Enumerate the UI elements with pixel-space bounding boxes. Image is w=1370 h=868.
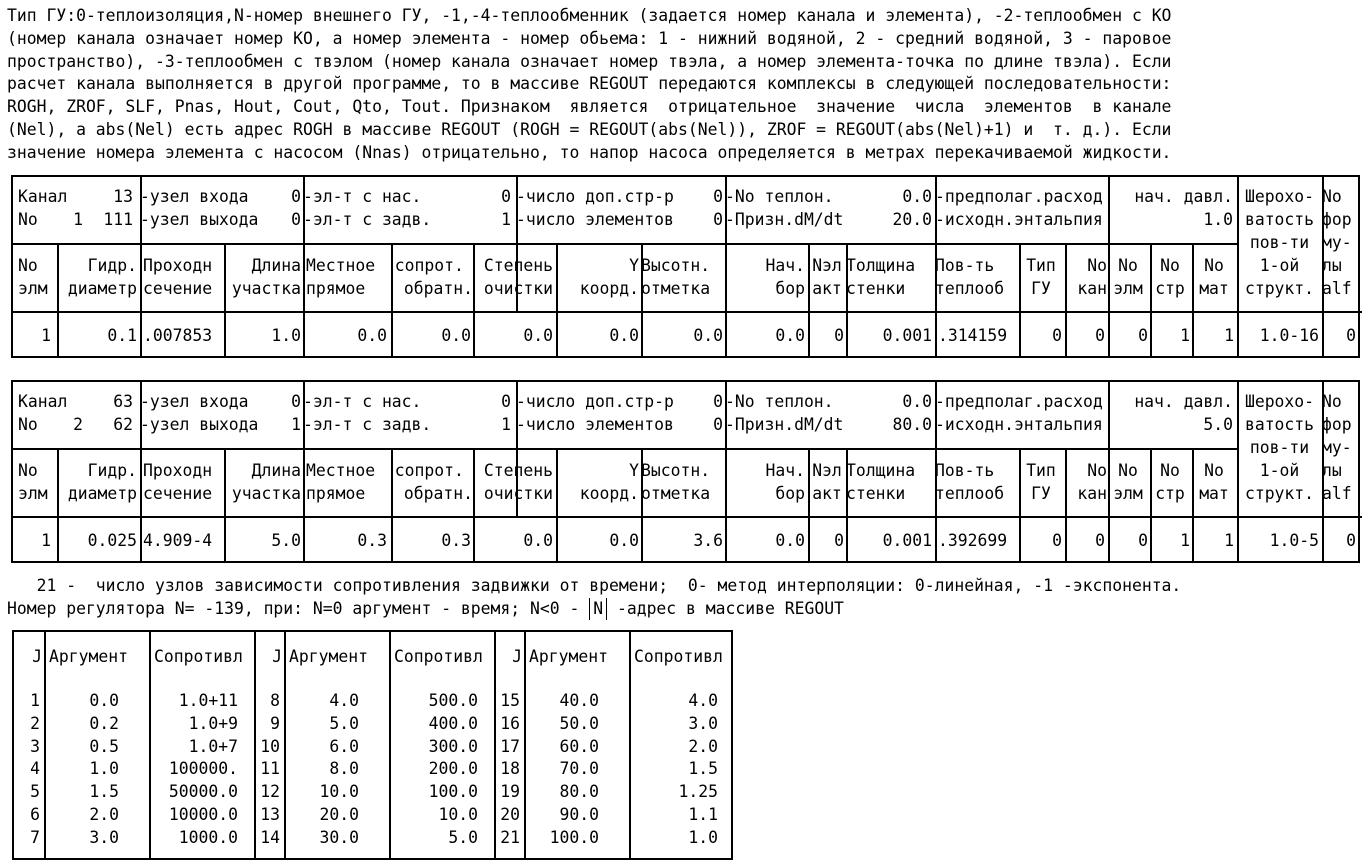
col-flow-area: сечение — [143, 484, 213, 503]
data-cell: 0.001 — [882, 326, 932, 345]
valve-row-argument: 6.0 — [329, 736, 359, 756]
valve-row-j: 14 — [260, 827, 280, 847]
pump-element-value: 0 — [501, 392, 511, 411]
data-cell: 1 — [1224, 531, 1234, 550]
col-no-material: мат — [1199, 484, 1229, 503]
valve-row-j: 1 — [30, 691, 40, 710]
data-cell: .314159 — [938, 326, 1008, 345]
regulator-note-text: Номер регулятора N= -139, при: N=0 аргумент - время; N<0 - — [7, 599, 590, 618]
col-hydraulic-diameter: диаметр — [67, 279, 137, 298]
roughness-header: ватость — [1244, 210, 1315, 229]
col-wall-thickness: Толщина — [846, 256, 916, 275]
column-divider — [140, 516, 142, 563]
col-no-element: No — [18, 256, 38, 275]
valve-row-argument: 20.0 — [319, 805, 359, 824]
add-struct-value: 0 — [713, 187, 723, 206]
data-cell: 0.0 — [609, 531, 639, 550]
data-cell: 0.0 — [693, 326, 723, 345]
add-struct-value: 0 — [713, 392, 723, 411]
data-cell: 0.3 — [357, 531, 387, 550]
valve-row-resistance: 200.0 — [428, 759, 478, 779]
col-heat-surface: теплооб — [935, 279, 1005, 298]
data-cell: 0.025 — [87, 531, 137, 550]
col-reverse: обратн. — [403, 279, 473, 298]
col-no-element: No — [18, 461, 38, 480]
valve-row-resistance: 10.0 — [438, 805, 478, 824]
valve-row-resistance: 1.0+11 — [178, 691, 238, 710]
column-divider — [44, 632, 46, 858]
valve-row-argument: 50.0 — [559, 713, 599, 733]
valve-row-argument: 0.0 — [89, 691, 119, 710]
col-init-boron: Нач. — [765, 256, 805, 275]
col-no-struct: No — [1160, 256, 1180, 275]
data-cell: 0 — [1052, 326, 1062, 345]
valve-row-j: 7 — [30, 827, 40, 847]
roughness-header: Шерохо- — [1244, 187, 1315, 206]
col-height-mark: Высотн. — [641, 256, 711, 275]
valve-row-j: 5 — [30, 782, 40, 802]
col-no-struct: стр — [1155, 279, 1185, 298]
heat-carrier-no-value: 0.0 — [902, 392, 932, 411]
valve-row-j: 8 — [270, 691, 280, 710]
col-direct: прямое — [306, 484, 366, 503]
column-divider — [389, 632, 391, 858]
valve-row-resistance: 400.0 — [428, 713, 478, 733]
col-no-element-2: No — [1118, 256, 1138, 275]
channel-no-value: 2 — [73, 415, 83, 434]
valve-row-argument: 40.0 — [559, 691, 599, 710]
valve-header-resistance: Сопротивл — [154, 647, 243, 666]
col-no-element-2: элм — [1113, 484, 1143, 503]
outlet-node-value: 0 — [291, 210, 301, 229]
valve-row-resistance: 4.0 — [688, 691, 718, 710]
valve-header-j: J — [32, 647, 42, 666]
valve-header-argument: Аргумент — [289, 647, 368, 666]
valve-row-argument: 5.0 — [329, 713, 359, 733]
column-divider — [140, 243, 142, 311]
valve-table-grid — [12, 630, 733, 860]
roughness-header: структ. — [1244, 484, 1315, 503]
data-cell: 0 — [834, 326, 844, 345]
data-cell: .007853 — [143, 326, 213, 345]
valve-row-argument: 0.2 — [89, 713, 119, 733]
valve-header-argument: Аргумент — [49, 647, 128, 666]
valve-row-argument: 1.0 — [89, 759, 119, 779]
num-elements-value: 0 — [713, 415, 723, 434]
valve-row-argument: 0.5 — [89, 736, 119, 756]
data-cell: 0.0 — [775, 531, 805, 550]
col-hydraulic-diameter: Гидр. — [87, 461, 137, 480]
channel-inlet-value: 62 — [113, 415, 133, 434]
col-length: участка — [231, 484, 301, 503]
initial-pressure-label: нач. давл. — [1134, 392, 1233, 411]
column-divider — [935, 311, 937, 358]
col-purity: очистки — [483, 279, 553, 298]
intro-line: пространство), -3-теплообмен с твэлом (номер канала означает номер твэла, а номер элемента-точка по длине твэла). Если — [7, 51, 1172, 71]
formula-header: лы — [1322, 256, 1342, 275]
data-cell: 0 — [1346, 326, 1356, 345]
outlet-node-label: -узел выхода — [140, 415, 259, 434]
valve-header-resistance: Сопротивл — [394, 647, 483, 666]
valve-header-resistance: Сопротивл — [634, 647, 723, 666]
col-n-active: Nэл — [812, 256, 842, 275]
valve-row-resistance: 100.0 — [428, 782, 478, 802]
valve-row-j: 19 — [500, 782, 520, 802]
col-reverse: обратн. — [403, 484, 473, 503]
abs-n-symbol: N — [589, 598, 607, 620]
column-divider — [629, 632, 631, 858]
formula-header: No — [1322, 187, 1342, 206]
col-y-coord: коорд. — [579, 484, 639, 503]
valve-row-resistance: 1000.0 — [178, 827, 238, 847]
row-divider — [13, 243, 1237, 245]
initial-pressure-value: 5.0 — [1203, 415, 1233, 434]
initial-pressure-label: нач. давл. — [1134, 187, 1233, 206]
data-cell: 0 — [1346, 531, 1356, 550]
data-cell: 0 — [1138, 326, 1148, 345]
valve-row-argument: 70.0 — [559, 759, 599, 779]
expected-flow-label: -предполаг.расход — [935, 392, 1103, 411]
data-cell: 4.909-4 — [143, 531, 213, 550]
column-divider — [303, 243, 305, 311]
valve-row-resistance: 1.0+7 — [188, 736, 238, 756]
outlet-node-value: 1 — [291, 415, 301, 434]
column-divider — [284, 632, 286, 858]
col-no-channel: No — [1087, 256, 1107, 275]
col-n-active: Nэл — [812, 461, 842, 480]
valve-row-argument: 60.0 — [559, 736, 599, 756]
column-divider — [149, 632, 151, 858]
col-heat-surface: теплооб — [935, 484, 1005, 503]
data-cell: 0.0 — [357, 326, 387, 345]
valve-row-resistance: 2.0 — [688, 736, 718, 756]
valve-row-resistance: 3.0 — [688, 713, 718, 733]
initial-pressure-value: 1.0 — [1203, 210, 1233, 229]
valve-row-j: 12 — [260, 782, 280, 802]
channel-table — [11, 175, 1360, 358]
intro-line: (номер канала означает номер КО, а номер элемента - номер обьема: 1 - нижний водяной, 2 - средний водяной, 3 - паровое — [7, 28, 1172, 48]
formula-header: alf — [1322, 279, 1352, 298]
intro-paragraph — [7, 5, 1367, 165]
col-no-element: элм — [18, 279, 48, 298]
col-no-channel: кан — [1077, 484, 1107, 503]
valve-row-j: 4 — [30, 759, 40, 779]
pump-element-label: -эл-т с нас. — [303, 392, 422, 411]
data-cell: 0 — [834, 531, 844, 550]
roughness-header: пов-ти — [1249, 438, 1310, 457]
valve-row-argument: 4.0 — [329, 691, 359, 710]
valve-row-argument: 80.0 — [559, 782, 599, 802]
col-wall-thickness: стенки — [846, 484, 906, 503]
column-divider — [935, 516, 937, 563]
pump-element-label: -эл-т с нас. — [303, 187, 422, 206]
formula-header: фор — [1322, 210, 1352, 229]
data-cell: 0.0 — [441, 326, 471, 345]
valve-row-resistance: 1.5 — [688, 759, 718, 779]
valve-row-argument: 3.0 — [89, 827, 119, 847]
column-divider — [140, 311, 142, 358]
heat-carrier-no-label: -No теплон. — [725, 187, 834, 206]
data-cell: .392699 — [938, 531, 1008, 550]
num-elements-label: -число элементов — [516, 415, 674, 434]
valve-element-label: -эл-т с задв. — [303, 210, 432, 229]
data-cell: 1 — [1224, 326, 1234, 345]
col-purity: Степень — [483, 256, 553, 275]
valve-row-resistance: 100000. — [168, 759, 238, 779]
valve-header-j: J — [512, 647, 522, 666]
dm-dt-sign-value: 20.0 — [892, 210, 932, 229]
roughness-header: 1-ой — [1259, 256, 1300, 275]
data-cell: 0.0 — [523, 531, 553, 550]
data-cell: 1.0-16 — [1259, 326, 1319, 345]
formula-header: фор — [1322, 415, 1352, 434]
valve-row-resistance: 50000.0 — [168, 782, 238, 802]
valve-row-j: 21 — [500, 827, 520, 847]
channel-inlet-value: 111 — [103, 210, 133, 229]
col-init-boron: бор — [775, 484, 805, 503]
intro-line: Тип ГУ:0-теплоизоляция,N-номер внешнего ГУ, -1,-4-теплообменник (задается номер канала и элемента), -2-теплообмен с КО — [7, 6, 1172, 25]
valve-element-label: -эл-т с задв. — [303, 415, 432, 434]
valve-row-argument: 10.0 — [319, 782, 359, 802]
data-cell: 0.0 — [609, 326, 639, 345]
col-hydraulic-diameter: диаметр — [67, 484, 137, 503]
data-cell: 0 — [1095, 531, 1105, 550]
roughness-header: 1-ой — [1259, 461, 1300, 480]
add-struct-label: -число доп.стр-р — [516, 187, 674, 206]
valve-element-value: 1 — [501, 415, 511, 434]
valve-row-j: 2 — [30, 713, 40, 733]
col-local-resistance: Местное сопрот. — [306, 461, 464, 480]
col-flow-area: сечение — [143, 279, 213, 298]
outlet-node-label: -узел выхода — [140, 210, 259, 229]
col-init-boron: бор — [775, 279, 805, 298]
col-y-coord: Y — [629, 461, 639, 480]
row-divider — [13, 448, 1237, 450]
col-bc-type: Тип — [1026, 256, 1056, 275]
valve-row-resistance: 1.0+9 — [188, 713, 238, 733]
row-divider — [13, 516, 1362, 518]
col-n-active: акт — [812, 484, 842, 503]
col-no-struct: No — [1160, 461, 1180, 480]
col-init-boron: Нач. — [765, 461, 805, 480]
num-elements-value: 0 — [713, 210, 723, 229]
channel-no-label: No — [18, 415, 38, 434]
data-cell: 0.0 — [523, 326, 553, 345]
formula-header: alf — [1322, 484, 1352, 503]
data-cell: 0.3 — [441, 531, 471, 550]
valve-row-j: 16 — [500, 713, 520, 733]
inlet-node-label: -узел входа — [140, 187, 249, 206]
col-length: участка — [231, 279, 301, 298]
col-no-element: элм — [18, 484, 48, 503]
pump-element-value: 0 — [501, 187, 511, 206]
inlet-node-label: -узел входа — [140, 392, 249, 411]
roughness-header: структ. — [1244, 279, 1315, 298]
valve-row-resistance: 1.1 — [688, 805, 718, 824]
col-heat-surface: Пов-ть — [935, 461, 995, 480]
roughness-header: Шерохо- — [1244, 392, 1315, 411]
add-struct-label: -число доп.стр-р — [516, 392, 674, 411]
formula-header: му- — [1322, 233, 1352, 252]
initial-enthalpy-label: -исходн.энтальпия — [935, 415, 1103, 434]
valve-row-j: 11 — [260, 759, 280, 779]
col-bc-type: ГУ — [1031, 279, 1051, 298]
roughness-header: ватость — [1244, 415, 1315, 434]
valve-row-j: 15 — [500, 691, 520, 710]
valve-row-resistance: 500.0 — [428, 691, 478, 710]
col-no-channel: No — [1087, 461, 1107, 480]
valve-element-value: 1 — [501, 210, 511, 229]
col-hydraulic-diameter: Гидр. — [87, 256, 137, 275]
channel-value: 63 — [113, 392, 133, 411]
data-cell: 0 — [1138, 531, 1148, 550]
intro-line: расчет канала выполняется в другой программе, то в массиве REGOUT передаются комплексы в следующей последовательности: — [7, 74, 1172, 94]
valve-row-resistance: 300.0 — [428, 736, 478, 756]
data-cell: 1 — [1180, 531, 1190, 550]
col-no-element-2: No — [1118, 461, 1138, 480]
col-bc-type: Тип — [1026, 461, 1056, 480]
col-no-material: No — [1204, 256, 1224, 275]
col-flow-area: Проходн — [143, 461, 213, 480]
valve-header-argument: Аргумент — [529, 647, 608, 666]
col-direct: прямое — [306, 279, 366, 298]
formula-header: No — [1322, 392, 1342, 411]
col-height-mark: отметка — [641, 279, 711, 298]
valve-note-line1: 21 - число узлов зависимости сопротивления задвижки от времени; 0- метод интерполяции: 0-линейная, -1 -экспонента. — [7, 576, 1182, 595]
col-no-channel: кан — [1077, 279, 1107, 298]
col-flow-area: Проходн — [143, 256, 213, 275]
channel-table — [11, 380, 1360, 563]
intro-line: значение номера элемента с насосом (Nnas) отрицательно, то напор насоса определяется в метрах перекачиваемой жидкости. — [7, 142, 1172, 162]
dm-dt-sign-value: 80.0 — [892, 415, 932, 434]
valve-row-argument: 30.0 — [319, 827, 359, 847]
data-cell: 1 — [41, 326, 51, 345]
valve-row-argument: 1.5 — [89, 782, 119, 802]
data-cell: 1.0-5 — [1269, 531, 1319, 550]
col-y-coord: коорд. — [579, 279, 639, 298]
channel-label: Канал — [18, 392, 68, 411]
valve-row-argument: 100.0 — [549, 827, 599, 847]
col-heat-surface: Пов-ть — [935, 256, 995, 275]
valve-row-j: 3 — [30, 736, 40, 756]
col-y-coord: Y — [629, 256, 639, 275]
col-no-element-2: элм — [1113, 279, 1143, 298]
heat-carrier-no-label: -No теплон. — [725, 392, 834, 411]
data-cell: 0.001 — [882, 531, 932, 550]
dm-dt-sign-label: -Призн.dM/dt — [725, 210, 844, 229]
channel-no-value: 1 — [73, 210, 83, 229]
roughness-header: пов-ти — [1249, 233, 1310, 252]
inlet-node-value: 0 — [291, 187, 301, 206]
valve-row-j: 13 — [260, 805, 280, 824]
valve-row-j: 18 — [500, 759, 520, 779]
col-length: Длина — [251, 461, 301, 480]
valve-row-resistance: 1.0 — [688, 827, 718, 847]
data-cell: 1 — [41, 531, 51, 550]
col-n-active: акт — [812, 279, 842, 298]
col-height-mark: Высотн. — [641, 461, 711, 480]
col-no-material: мат — [1199, 279, 1229, 298]
valve-row-j: 20 — [500, 805, 520, 824]
data-cell: 5.0 — [271, 531, 301, 550]
col-wall-thickness: стенки — [846, 279, 906, 298]
col-wall-thickness: Толщина — [846, 461, 916, 480]
column-divider — [303, 448, 305, 516]
valve-row-j: 10 — [260, 736, 280, 756]
col-local-resistance: Местное сопрот. — [306, 256, 464, 275]
col-purity: Степень — [483, 461, 553, 480]
col-no-material: No — [1204, 461, 1224, 480]
data-cell: 0.0 — [775, 326, 805, 345]
data-cell: 0.1 — [107, 326, 137, 345]
intro-line: (Nel), а abs(Nel) есть адрес ROGH в массиве REGOUT (ROGH = REGOUT(abs(Nel)), ZROF = REGOUT(abs(Nel)+1) и т. д.). Если — [7, 119, 1172, 139]
initial-enthalpy-label: -исходн.энтальпия — [935, 210, 1103, 229]
data-cell: 0 — [1052, 531, 1062, 550]
valve-row-resistance: 5.0 — [448, 827, 478, 847]
valve-row-j: 17 — [500, 736, 520, 756]
column-divider — [140, 448, 142, 516]
inlet-node-value: 0 — [291, 392, 301, 411]
valve-row-resistance: 10000.0 — [168, 805, 238, 824]
expected-flow-label: -предполаг.расход — [935, 187, 1103, 206]
row-divider — [13, 311, 1362, 313]
regulator-note-line2 — [7, 598, 844, 621]
regulator-note-tail: -адрес в массиве REGOUT — [607, 599, 844, 618]
dm-dt-sign-label: -Призн.dM/dt — [725, 415, 844, 434]
heat-carrier-no-value: 0.0 — [902, 187, 932, 206]
valve-row-resistance: 1.25 — [678, 782, 718, 802]
column-divider — [524, 632, 526, 858]
num-elements-label: -число элементов — [516, 210, 674, 229]
formula-header: лы — [1322, 461, 1342, 480]
col-length: Длина — [251, 256, 301, 275]
col-no-struct: стр — [1155, 484, 1185, 503]
channel-no-label: No — [18, 210, 38, 229]
data-cell: 1.0 — [271, 326, 301, 345]
valve-header-j: J — [272, 647, 282, 666]
intro-line: ROGH, ZROF, SLF, Pnas, Hout, Cout, Qto, Tout. Признаком является отрицательное значение числа элементов в канале — [7, 97, 1172, 117]
valve-row-argument: 90.0 — [559, 805, 599, 824]
data-cell: 0 — [1095, 326, 1105, 345]
channel-value: 13 — [113, 187, 133, 206]
valve-row-j: 6 — [30, 805, 40, 824]
valve-row-j: 9 — [270, 713, 280, 733]
col-purity: очистки — [483, 484, 553, 503]
col-height-mark: отметка — [641, 484, 711, 503]
data-cell: 1 — [1180, 326, 1190, 345]
col-bc-type: ГУ — [1031, 484, 1051, 503]
valve-row-argument: 2.0 — [89, 805, 119, 824]
valve-row-argument: 8.0 — [329, 759, 359, 779]
formula-header: му- — [1322, 438, 1352, 457]
channel-label: Канал — [18, 187, 68, 206]
data-cell: 3.6 — [693, 531, 723, 550]
